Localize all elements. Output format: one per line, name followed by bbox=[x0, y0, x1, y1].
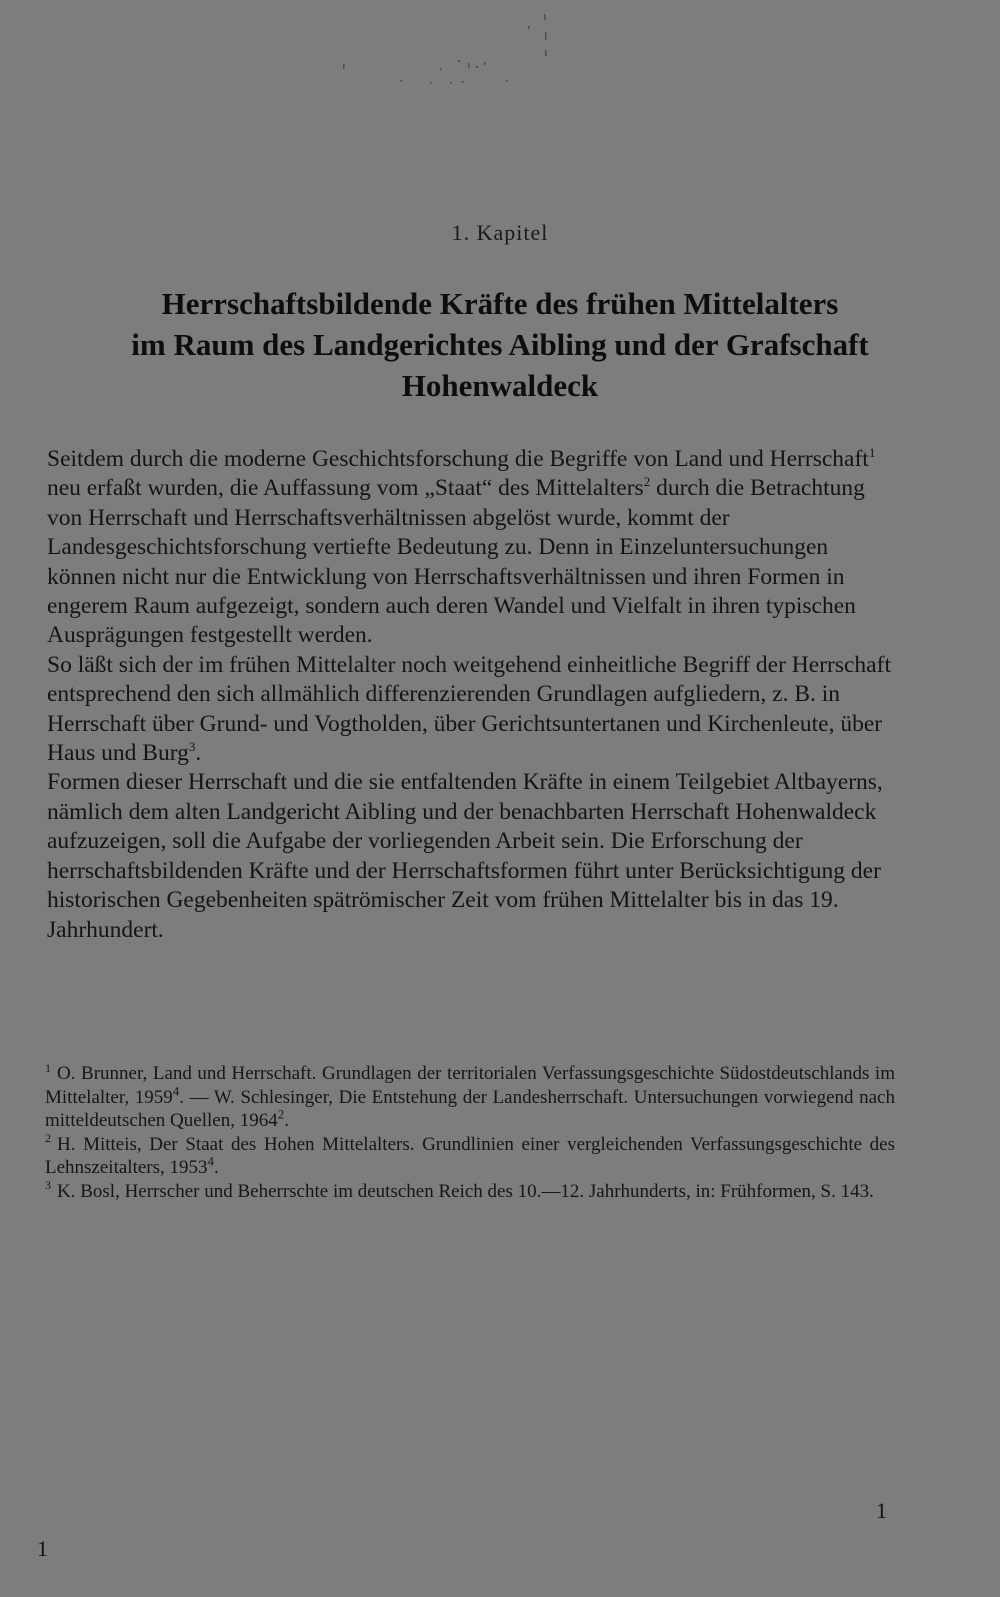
edition-sup: 2 bbox=[277, 1106, 285, 1122]
footnote-text: O. Brunner, Land und Herrschaft. Grundlagen der territorialen Verfassungsgeschichte Südostdeutschlands im Mittelalter, 1959 bbox=[45, 1063, 895, 1108]
chapter-title-line-1: Herrschaftsbildende Kräfte des frühen Mittelalters bbox=[161, 286, 839, 321]
footnote-text: . — W. Schlesinger, Die Entstehung der Landesherrschaft. Untersuchungen vorwiegend nach mitteldeutschen Quellen, 1964 bbox=[45, 1086, 895, 1131]
chapter-title-line-2: im Raum des Landgerichtes Aibling und der Grafschaft bbox=[131, 327, 869, 362]
scan-specks bbox=[340, 8, 560, 88]
paragraph-2 bbox=[47, 651, 895, 769]
footnote-text: K. Bosl, Herrscher und Beherrschte im deutschen Reich des 10.—12. Jahrhunderts, in: Frühformen, S. 143. bbox=[57, 1180, 874, 1202]
paragraph-1 bbox=[47, 445, 895, 651]
page-number-left: 1 bbox=[37, 1536, 48, 1561]
footnote-1 bbox=[45, 1062, 895, 1133]
body-text bbox=[47, 445, 895, 945]
paragraph-1-text-a: Seitdem durch die moderne Geschichtsforschung die Begriffe von Land und Herrschaft bbox=[47, 446, 869, 472]
paragraph-2-text-a: So läßt sich der im frühen Mittelalter noch weitgehend einheitliche Begriff der Herrschaft entsprechend den sich allmählich differenzierenden Grundlagen aufgliedern, z. B. in Herrschaft über Grund- und Vogtholden, über Gerichtsuntertanen und Kirchenleute, über Haus und Burg bbox=[47, 651, 891, 767]
footnote-text: . bbox=[214, 1157, 219, 1178]
page-number-right: 1 bbox=[876, 1498, 887, 1523]
footnote-3 bbox=[45, 1180, 895, 1204]
paragraph-2-text-b: . bbox=[195, 740, 202, 767]
footnote-text: H. Mitteis, Der Staat des Hohen Mittelalters. Grundlinien einer vergleichenden Verfassungsgeschichte des Lehnszeitalters, 1953 bbox=[45, 1133, 895, 1178]
footnote-number: 1 bbox=[45, 1060, 51, 1075]
footnotes bbox=[45, 1062, 895, 1203]
footnote-text: . bbox=[284, 1110, 289, 1131]
footnote-number: 2 bbox=[45, 1131, 51, 1146]
footnote-ref-3: 3 bbox=[188, 739, 196, 755]
edition-sup: 4 bbox=[207, 1153, 215, 1169]
footnote-number: 3 bbox=[45, 1178, 51, 1193]
footnote-ref-1: 1 bbox=[868, 445, 876, 461]
paragraph-1-text-c: durch die Betrachtung von Herrschaft und Herrschaftsverhältnissen abgelöst wurde, kommt der Landesgeschichtsforschung vertiefte Bedeutung zu. Denn in Einzeluntersuchungen können nicht nur die Entwicklung von Herrschaftsverhältnissen und ihren Formen in engerem Raum aufgezeigt, sondern auch deren Wandel und Vielfalt in ihren typischen Ausprägungen festgestellt werden. bbox=[47, 475, 865, 649]
chapter-title bbox=[50, 283, 950, 406]
paragraph-1-text-b: neu erfaßt wurden, die Auffassung vom „Staat“ des Mittelalters bbox=[47, 475, 644, 502]
paragraph-3: Formen dieser Herrschaft und die sie entfaltenden Kräfte in einem Teilgebiet Altbayerns, nämlich dem alten Landgericht Aibling und der benachbarten Herrschaft Hohenwaldeck aufzuzeigen, soll die Aufgabe der vorliegenden Arbeit sein. Die Erforschung der herrschaftsbildenden Kräfte und der Herrschaftsformen führt unter Berücksichtigung der historischen Gegebenheiten spätrömischer Zeit vom frühen Mittelalter bis in das 19. Jahrhundert. bbox=[47, 769, 883, 943]
chapter-title-line-3: Hohenwaldeck bbox=[401, 368, 599, 403]
footnote-2 bbox=[45, 1133, 895, 1180]
footnote-ref-2: 2 bbox=[643, 474, 651, 490]
chapter-label: 1. Kapitel bbox=[451, 220, 549, 245]
edition-sup: 4 bbox=[172, 1083, 180, 1099]
